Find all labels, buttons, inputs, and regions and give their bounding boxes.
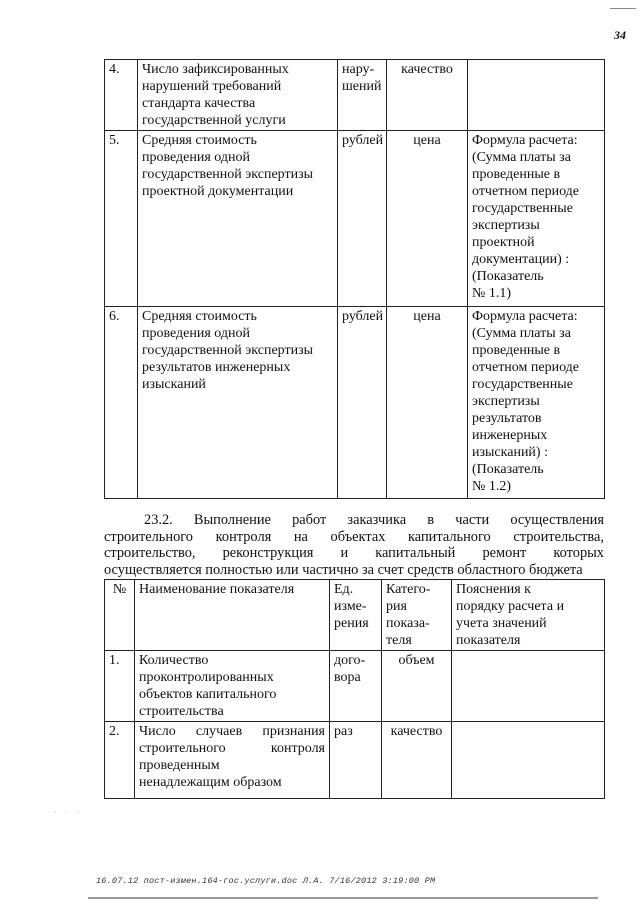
table-row: [105, 131, 605, 307]
table-row: [105, 60, 605, 131]
indicator-name: Количество проконтролированных объектов капитального строительства: [135, 651, 330, 722]
header-unit: Ед. изме- рения: [330, 580, 382, 651]
header-indicator-name: Наименование показателя: [135, 580, 330, 651]
calculation-notes: [452, 722, 605, 799]
indicator-name: Число случаев признания строительного контроля проведенным ненадлежащим образом: [135, 722, 330, 799]
calculation-notes: [452, 651, 605, 722]
indicators-table-continued: [104, 59, 605, 499]
paragraph-line: 23.2. Выполнение работ заказчика в части осуществления: [144, 512, 604, 528]
header-notes: Пояснения к порядку расчета и учета значений показателя: [452, 580, 605, 651]
row-number: 2.: [105, 722, 135, 799]
indicator-category: цена: [387, 307, 468, 499]
unit-of-measure: рублей: [338, 307, 387, 499]
page-number: 34: [614, 28, 626, 42]
section-23-2-paragraph: [104, 512, 604, 578]
paragraph-line: строительство, реконструкция и капитальный ремонт которых: [104, 545, 604, 561]
calculation-notes: [468, 60, 605, 131]
unit-of-measure: нару- шений: [338, 60, 387, 131]
row-number: 4.: [105, 60, 138, 131]
paragraph-line: строительного контроля на объектах капитального строительства,: [104, 528, 604, 545]
calculation-notes: Формула расчета: (Сумма платы за проведенные в отчетном периоде государственные экспертизы проектной документации) : (Показатель № 1.1): [468, 131, 605, 307]
table-header-row: [105, 580, 605, 651]
unit-of-measure: дого- вора: [330, 651, 382, 722]
table-row: [105, 651, 605, 722]
top-scan-mark: [610, 8, 636, 9]
construction-control-table: [104, 579, 605, 799]
unit-of-measure: раз: [330, 722, 382, 799]
document-footer: 16.07.12 пост-измен.164-гос.услуги.doc Л.А. 7/16/2012 3:19:00 PM: [96, 876, 436, 886]
indicator-category: цена: [387, 131, 468, 307]
paragraph-line: осуществляется полностью или частично за счет средств областного бюджета: [104, 561, 583, 578]
row-number: 6.: [105, 307, 138, 499]
indicator-category: объем: [382, 651, 452, 722]
indicator-category: качество: [387, 60, 468, 131]
indicator-name: Средняя стоимость проведения одной государственной экспертизы результатов инженерных изысканий: [138, 307, 338, 499]
row-number: 5.: [105, 131, 138, 307]
unit-of-measure: рублей: [338, 131, 387, 307]
header-number: №: [105, 580, 135, 651]
indicator-category: качество: [382, 722, 452, 799]
scan-artifact: · · ·: [54, 807, 83, 817]
table-row: [105, 307, 605, 499]
table-row: [105, 722, 605, 799]
header-category: Катего- рия показа- теля: [382, 580, 452, 651]
calculation-notes: Формула расчета: (Сумма платы за проведенные в отчетном периоде государственные экспертизы результатов инженерных изысканий) : (Показатель № 1.2): [468, 307, 605, 499]
indicator-name: Средняя стоимость проведения одной государственной экспертизы проектной документации: [138, 131, 338, 307]
footer-scan-edge: [88, 897, 598, 899]
indicator-name: Число зафиксированных нарушений требований стандарта качества государственной услуги: [138, 60, 338, 131]
row-number: 1.: [105, 651, 135, 722]
